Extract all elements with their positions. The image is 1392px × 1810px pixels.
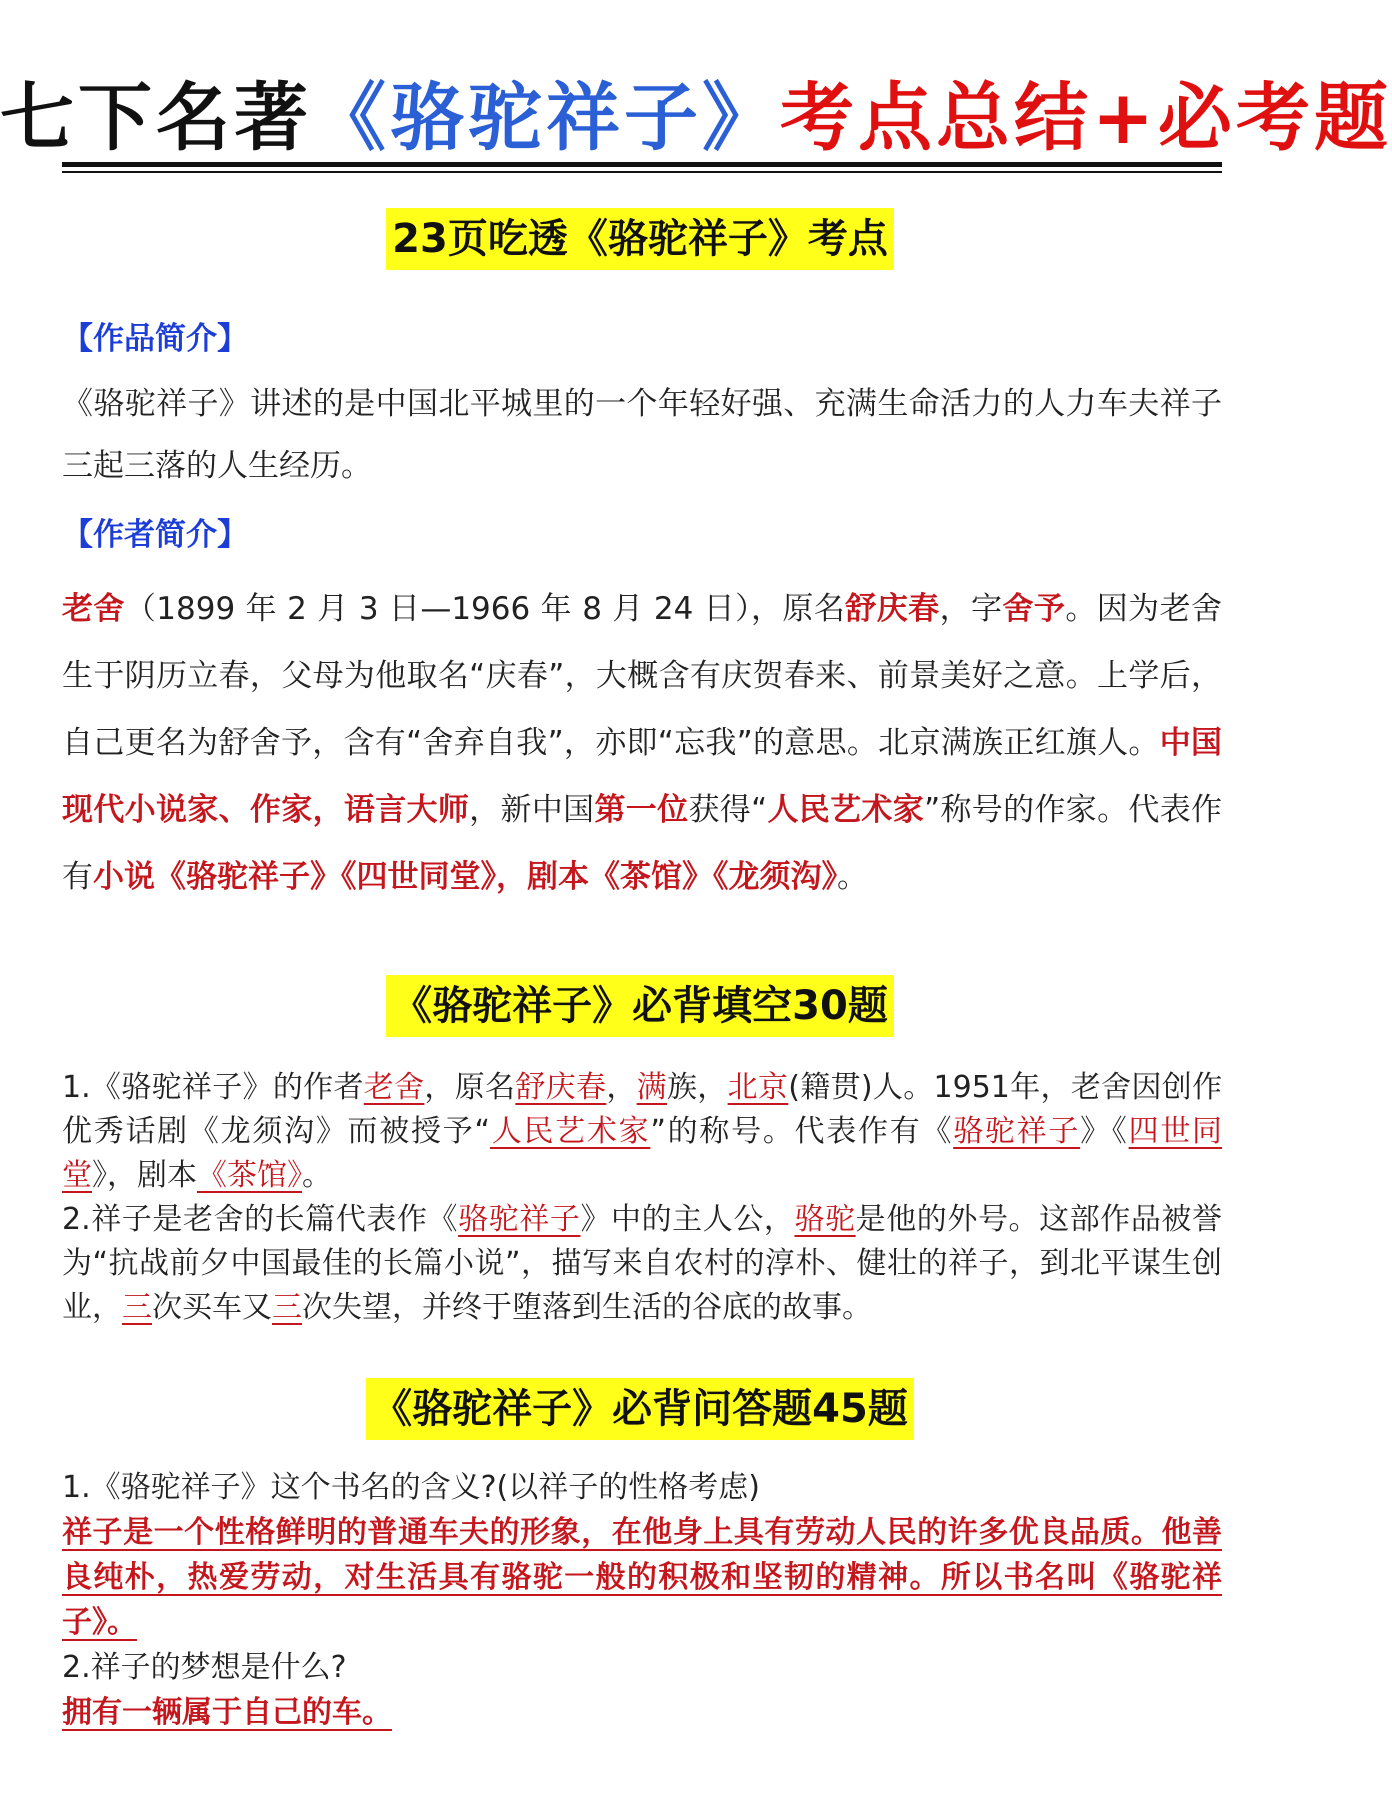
title-part-black: 七下名著 xyxy=(0,75,312,161)
title-part-red: 考点总结+必考题 xyxy=(780,75,1392,161)
fill-q1-answer: 四世同堂 xyxy=(62,1114,1223,1193)
banner-fill-blank: 《骆驼祥子》必背填空30题 xyxy=(386,975,894,1037)
author-titles: 中国现代小说家、作家，语言大师 xyxy=(62,725,1223,828)
fill-question-2 xyxy=(62,1198,1222,1330)
fill-q1-text: 1.《骆驼祥子》的作者 xyxy=(62,1070,364,1105)
fill-q2-text: 2.祥子是老舍的长篇代表作《 xyxy=(62,1202,459,1237)
fill-question-1 xyxy=(62,1066,1222,1198)
fill-q1-text: 》，剧本 xyxy=(92,1158,197,1193)
banner-row-3 xyxy=(0,1378,1280,1440)
fill-q1-text: ， xyxy=(606,1070,637,1105)
fill-q1-answer: 满 xyxy=(636,1070,667,1105)
fill-q1-answer: 老舍 xyxy=(363,1070,425,1105)
fill-q1-text: ”的称号。代表作有《 xyxy=(650,1114,954,1149)
qa-answer-2 xyxy=(62,1690,1222,1735)
fill-q1-text: 。 xyxy=(302,1158,332,1193)
fill-q1-answer: 骆驼祥子 xyxy=(953,1114,1081,1149)
work-intro-text: 《骆驼祥子》讲述的是中国北平城里的一个年轻好强、充满生命活力的人力车夫祥子三起三落的人生经历。 xyxy=(62,386,1222,484)
banner-row-1 xyxy=(0,208,1280,270)
fill-q1-text: (籍贯)人。1951年，老舍因创作优秀话剧《龙须沟》而被授予“ xyxy=(62,1070,1223,1149)
author-text-new-china: ，新中国 xyxy=(469,792,595,828)
fill-q2-text: 次失望，并终于堕落到生活的谷底的故事。 xyxy=(302,1290,872,1325)
fill-q2-text: 》中的主人公， xyxy=(580,1202,795,1237)
fill-q2-answer: 骆驼祥子 xyxy=(458,1202,581,1237)
fill-q1-text: ，原名 xyxy=(424,1070,516,1105)
fill-q1-answer: 人民艺术家 xyxy=(490,1114,651,1149)
fill-q2-text: 次买车又 xyxy=(152,1290,272,1325)
banner-qa: 《骆驼祥子》必背问答题45题 xyxy=(366,1378,914,1440)
fill-q2-answer: 骆驼 xyxy=(794,1202,856,1237)
page-title xyxy=(0,68,1392,168)
author-text-zi: ，字 xyxy=(939,591,1003,627)
fill-q1-text: 》《 xyxy=(1080,1114,1129,1149)
title-part-book: 《骆驼祥子》 xyxy=(312,75,780,161)
author-dates: （1899 年 2 月 3 日—1966 年 8 月 24 日），原名 xyxy=(124,591,846,627)
fill-q2-text: 是他的外号。这部作品被誉为“抗战前夕中国最佳的长篇小说”，描写来自农村的淳朴、健壮的祥子，到北平谋生创业， xyxy=(62,1202,1223,1325)
author-name: 老舍 xyxy=(62,591,125,627)
fill-q1-text: 族， xyxy=(666,1070,728,1105)
qa-answer-1-text: 祥子是一个性格鲜明的普通车夫的形象，在他身上具有劳动人民的许多优良品质。他善良纯朴，热爱劳动，对生活具有骆驼一般的积极和坚韧的精神。所以书名叫《骆驼祥子》。 xyxy=(62,1515,1222,1640)
fill-q1-answer: 《茶馆》 xyxy=(197,1158,302,1193)
author-first: 第一位 xyxy=(594,792,689,828)
title-divider-thin xyxy=(62,171,1222,173)
qa-question-2: 2.祥子的梦想是什么? xyxy=(62,1650,347,1685)
author-intro-text xyxy=(62,576,1222,911)
banner-row-2 xyxy=(0,975,1280,1037)
author-honor: 人民艺术家 xyxy=(767,792,925,828)
qa-answer-1 xyxy=(62,1510,1222,1645)
author-courtesy-name: 舍予 xyxy=(1002,591,1066,627)
qa-question-1: 1.《骆驼祥子》这个书名的含义?(以祥子的性格考虑) xyxy=(62,1470,760,1505)
fill-q1-answer: 舒庆春 xyxy=(515,1070,607,1105)
author-text-received: 获得“ xyxy=(688,792,768,828)
author-original-name: 舒庆春 xyxy=(845,591,940,627)
fill-q1-answer: 北京 xyxy=(727,1070,789,1105)
author-text-works: ”称号的作家。代表作有 xyxy=(62,792,1223,895)
qa-answer-2-text: 拥有一辆属于自己的车。 xyxy=(62,1695,392,1730)
section-label-author-intro: 【作者简介】 xyxy=(62,517,248,553)
section-label-work-intro: 【作品简介】 xyxy=(62,321,248,357)
title-divider-thick xyxy=(62,162,1222,167)
fill-q2-answer: 三 xyxy=(122,1290,152,1325)
banner-pages-overview: 23页吃透《骆驼祥子》考点 xyxy=(386,208,894,270)
author-works-list: 小说《骆驼祥子》《四世同堂》，剧本《茶馆》《龙须沟》 xyxy=(93,859,837,895)
author-background: 。因为老舍生于阴历立春，父母为他取名“庆春”，大概含有庆贺春来、前景美好之意。上学后，自己更名为舒舍予，含有“舍弃自我”，亦即“忘我”的意思。北京满族正红旗人。 xyxy=(62,591,1223,761)
author-text-end: 。 xyxy=(837,859,868,895)
fill-q2-answer: 三 xyxy=(272,1290,302,1325)
